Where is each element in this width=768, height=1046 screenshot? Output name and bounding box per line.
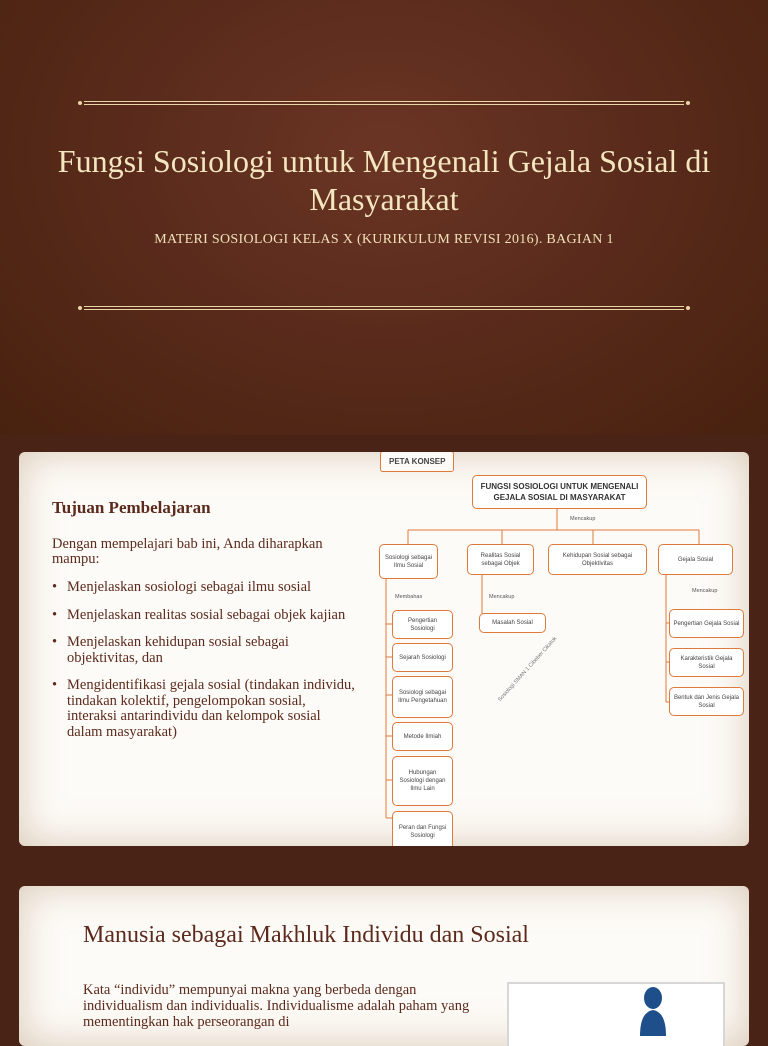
branch-sosiologi: Sosiologi sebagai Ilmu Sosial bbox=[379, 544, 438, 579]
objective-item: • Mengidentifikasi gejala sosial (tindakan individu, tindakan kolektif, pengelompokan sosial, interaksi antarindividu dan kelompok sosial dalam masyarakat) bbox=[52, 678, 357, 740]
slide3-body-text: Kata “individu” mempunyai makna yang berbeda dengan individualism dan individualis. Individualisme adalah paham yang mementingkan hak perseorangan di bbox=[83, 982, 470, 1030]
concept-item: Peran dan Fungsi Sosiologi bbox=[392, 811, 453, 846]
bottom-divider bbox=[78, 305, 690, 311]
title-slide bbox=[0, 0, 768, 435]
branch-realitas: Realitas Sosial sebagai Objek bbox=[467, 544, 534, 575]
person-icon bbox=[637, 986, 669, 1036]
top-divider bbox=[78, 100, 690, 106]
membahas-label: Membahas bbox=[395, 594, 423, 600]
objective-item: • Menjelaskan kehidupan sosial sebagai objektivitas, dan bbox=[52, 635, 357, 666]
slide3-heading: Manusia sebagai Makhluk Individu dan Sosial bbox=[83, 922, 529, 948]
concept-item: Sosiologi sebagai Ilmu Pengetahuan bbox=[392, 676, 453, 718]
objective-item: • Menjelaskan sosiologi sebagai ilmu sosial bbox=[52, 580, 357, 596]
concept-root: FUNGSI SOSIOLOGI UNTUK MENGENALI GEJALA SOSIAL DI MASYARAKAT bbox=[472, 475, 647, 509]
concept-item: Hubungan Sosiologi dengan Ilmu Lain bbox=[392, 756, 453, 806]
objective-item: • Menjelaskan realitas sosial sebagai objek kajian bbox=[52, 608, 357, 624]
objectives-intro: Dengan mempelajari bab ini, Anda diharapkan mampu: bbox=[52, 536, 323, 567]
concept-item: Pengertian Gejala Sosial bbox=[669, 609, 744, 638]
concept-item: Masalah Sosial bbox=[479, 613, 546, 633]
branch-gejala: Gejala Sosial bbox=[658, 544, 733, 575]
concept-item: Bentuk dan Jenis Gejala Sosial bbox=[669, 687, 744, 716]
concept-item: Metode Ilmiah bbox=[392, 722, 453, 751]
individual-social-slide bbox=[19, 886, 749, 1046]
concept-map-watermark: Sosiologi SMAN 1 Cibeber Cikatok bbox=[497, 635, 559, 704]
concept-item: Pengertian Sosiologi bbox=[392, 610, 453, 639]
concept-map-tag: PETA KONSEP bbox=[380, 452, 454, 472]
root-link-label: Mencakup bbox=[570, 516, 596, 522]
concept-item: Sejarah Sosiologi bbox=[392, 643, 453, 672]
concept-item: Karakteristik Gejala Sosial bbox=[669, 648, 744, 677]
person-image-frame bbox=[507, 982, 725, 1046]
branch-kehidupan: Kehidupan Sosial sebagai Objektivitas bbox=[548, 544, 647, 575]
objectives-heading: Tujuan Pembelajaran bbox=[52, 498, 211, 517]
concept-map-connectors bbox=[19, 452, 749, 846]
gejala-mencakup-label: Mencakup bbox=[692, 588, 718, 594]
objectives-slide bbox=[19, 452, 749, 846]
realitas-mencakup-label: Mencakup bbox=[489, 594, 515, 600]
slide-subtitle: MATERI SOSIOLOGI KELAS X (KURIKULUM REVISI 2016). BAGIAN 1 bbox=[154, 232, 614, 247]
slide-title: Fungsi Sosiologi untuk Mengenali Gejala Sosial di Masyarakat bbox=[57, 143, 711, 217]
